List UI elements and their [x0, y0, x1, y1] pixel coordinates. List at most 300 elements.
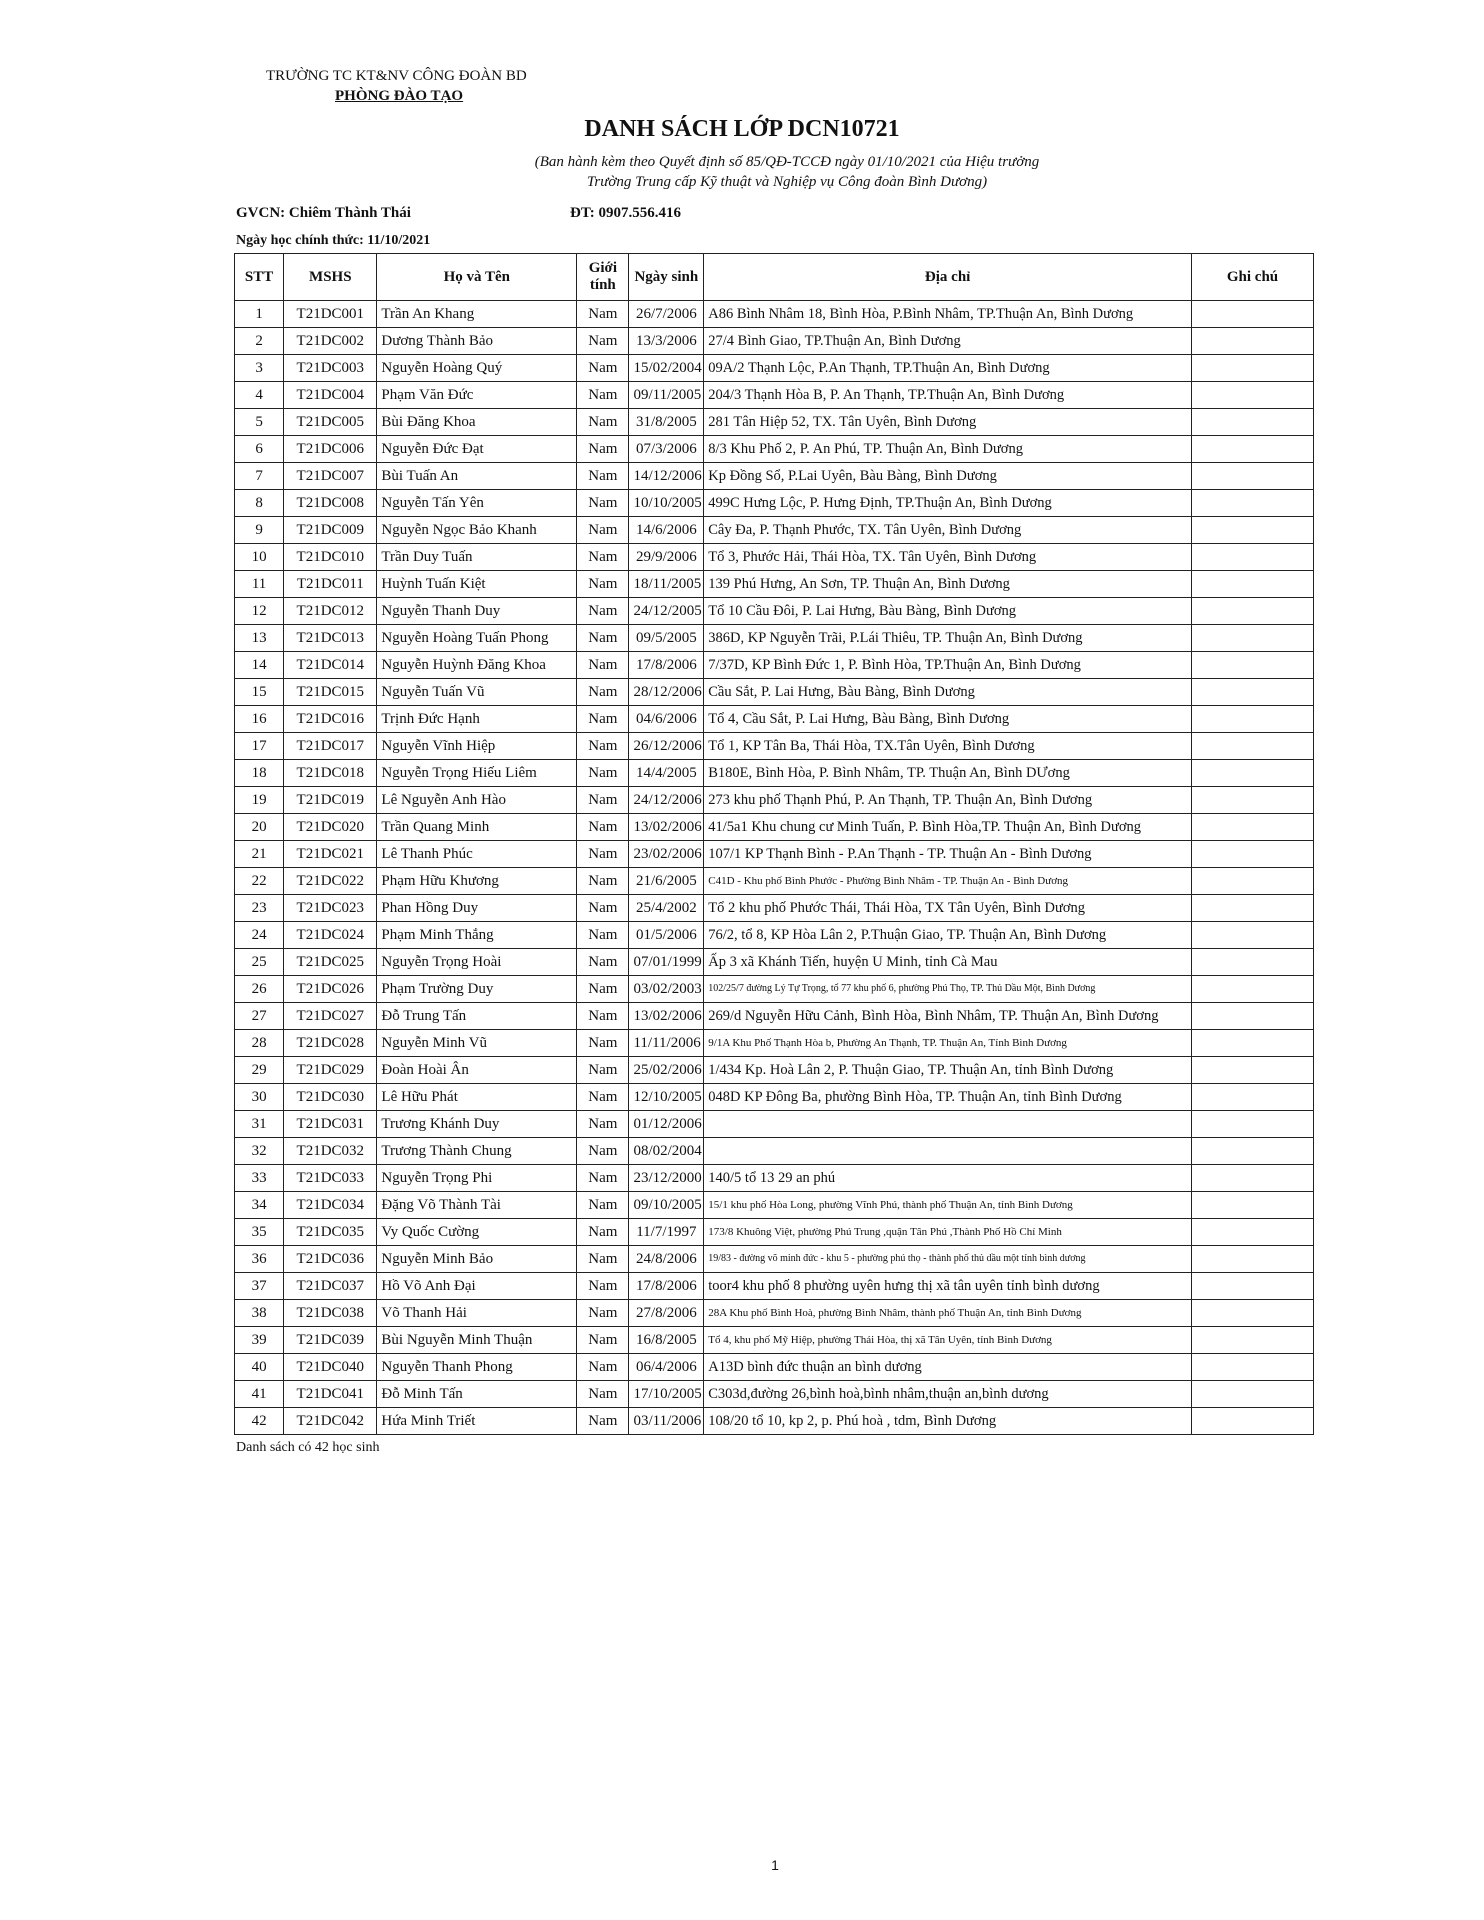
cell-stt: 27	[235, 1003, 284, 1030]
cell-name: Nguyễn Hoàng Tuấn Phong	[377, 625, 577, 652]
cell-gender: Nam	[577, 976, 629, 1003]
table-row	[235, 949, 1314, 976]
table-row	[235, 787, 1314, 814]
table-row	[235, 760, 1314, 787]
cell-stt: 12	[235, 598, 284, 625]
table-row	[235, 1003, 1314, 1030]
cell-dob: 14/6/2006	[629, 517, 704, 544]
cell-notes	[1192, 463, 1314, 490]
cell-notes	[1192, 1354, 1314, 1381]
cell-stt: 11	[235, 571, 284, 598]
cell-notes	[1192, 895, 1314, 922]
table-row	[235, 868, 1314, 895]
cell-stt: 2	[235, 328, 284, 355]
table-row	[235, 706, 1314, 733]
table-row	[235, 571, 1314, 598]
cell-mshs: T21DC030	[284, 1084, 377, 1111]
cell-dob: 18/11/2005	[629, 571, 704, 598]
cell-address: 139 Phú Hưng, An Sơn, TP. Thuận An, Bình Dương	[704, 571, 1192, 598]
cell-gender: Nam	[577, 1165, 629, 1192]
table-row	[235, 490, 1314, 517]
cell-name: Trần An Khang	[377, 301, 577, 328]
table-row	[235, 328, 1314, 355]
cell-notes	[1192, 301, 1314, 328]
cell-name: Nguyễn Trọng Phi	[377, 1165, 577, 1192]
table-row	[235, 652, 1314, 679]
cell-address: A13D bình đức thuận an bình dương	[704, 1354, 1192, 1381]
cell-gender: Nam	[577, 922, 629, 949]
cell-stt: 14	[235, 652, 284, 679]
cell-notes	[1192, 1300, 1314, 1327]
table-row	[235, 976, 1314, 1003]
table-row	[235, 1192, 1314, 1219]
cell-gender: Nam	[577, 409, 629, 436]
table-row	[235, 1084, 1314, 1111]
cell-stt: 29	[235, 1057, 284, 1084]
cell-stt: 26	[235, 976, 284, 1003]
cell-dob: 27/8/2006	[629, 1300, 704, 1327]
cell-dob: 26/7/2006	[629, 301, 704, 328]
column-header-name: Họ và Tên	[377, 254, 577, 301]
cell-address: 499C Hưng Lộc, P. Hưng Định, TP.Thuận An, Bình Dương	[704, 490, 1192, 517]
cell-mshs: T21DC013	[284, 625, 377, 652]
cell-address: 269/d Nguyễn Hữu Cảnh, Bình Hòa, Bình Nhâm, TP. Thuận An, Bình Dương	[704, 1003, 1192, 1030]
cell-dob: 21/6/2005	[629, 868, 704, 895]
column-header-address: Địa chỉ	[704, 254, 1192, 301]
cell-mshs: T21DC005	[284, 409, 377, 436]
cell-stt: 19	[235, 787, 284, 814]
cell-mshs: T21DC029	[284, 1057, 377, 1084]
cell-name: Phạm Trường Duy	[377, 976, 577, 1003]
cell-dob: 17/8/2006	[629, 1273, 704, 1300]
school-name: TRƯỜNG TC KT&NV CÔNG ĐOÀN BD	[266, 68, 527, 84]
cell-name: Nguyễn Thanh Duy	[377, 598, 577, 625]
cell-mshs: T21DC016	[284, 706, 377, 733]
cell-notes	[1192, 409, 1314, 436]
cell-name: Nguyễn Minh Vũ	[377, 1030, 577, 1057]
cell-address: Tổ 10 Cầu Đôi, P. Lai Hưng, Bàu Bàng, Bình Dương	[704, 598, 1192, 625]
cell-stt: 28	[235, 1030, 284, 1057]
cell-name: Nguyễn Thanh Phong	[377, 1354, 577, 1381]
cell-dob: 09/5/2005	[629, 625, 704, 652]
cell-name: Nguyễn Vĩnh Hiệp	[377, 733, 577, 760]
table-row	[235, 841, 1314, 868]
cell-gender: Nam	[577, 814, 629, 841]
cell-dob: 23/02/2006	[629, 841, 704, 868]
cell-dob: 01/5/2006	[629, 922, 704, 949]
cell-address: Tổ 2 khu phố Phước Thái, Thái Hòa, TX Tân Uyên, Bình Dương	[704, 895, 1192, 922]
cell-stt: 30	[235, 1084, 284, 1111]
cell-gender: Nam	[577, 1084, 629, 1111]
cell-notes	[1192, 1003, 1314, 1030]
cell-name: Lê Nguyễn Anh Hào	[377, 787, 577, 814]
cell-gender: Nam	[577, 1111, 629, 1138]
cell-dob: 04/6/2006	[629, 706, 704, 733]
cell-dob: 14/12/2006	[629, 463, 704, 490]
cell-notes	[1192, 1246, 1314, 1273]
cell-gender: Nam	[577, 1327, 629, 1354]
cell-name: Đỗ Trung Tấn	[377, 1003, 577, 1030]
cell-address: 281 Tân Hiệp 52, TX. Tân Uyên, Bình Dương	[704, 409, 1192, 436]
cell-gender: Nam	[577, 1057, 629, 1084]
cell-dob: 03/02/2003	[629, 976, 704, 1003]
cell-stt: 10	[235, 544, 284, 571]
cell-stt: 42	[235, 1408, 284, 1435]
cell-name: Hồ Võ Anh Đại	[377, 1273, 577, 1300]
cell-address: 273 khu phố Thạnh Phú, P. An Thạnh, TP. Thuận An, Bình Dương	[704, 787, 1192, 814]
cell-name: Bùi Tuấn An	[377, 463, 577, 490]
cell-notes	[1192, 1192, 1314, 1219]
cell-gender: Nam	[577, 598, 629, 625]
table-row	[235, 1246, 1314, 1273]
cell-gender: Nam	[577, 1273, 629, 1300]
cell-address: 108/20 tổ 10, kp 2, p. Phú hoà , tdm, Bình Dương	[704, 1408, 1192, 1435]
cell-mshs: T21DC023	[284, 895, 377, 922]
column-header-stt: STT	[235, 254, 284, 301]
cell-mshs: T21DC036	[284, 1246, 377, 1273]
cell-gender: Nam	[577, 1246, 629, 1273]
cell-stt: 9	[235, 517, 284, 544]
cell-gender: Nam	[577, 706, 629, 733]
table-row	[235, 301, 1314, 328]
table-row	[235, 1138, 1314, 1165]
cell-dob: 14/4/2005	[629, 760, 704, 787]
cell-dob: 09/10/2005	[629, 1192, 704, 1219]
homeroom-teacher: GVCN: Chiêm Thành Thái	[236, 205, 411, 221]
cell-notes	[1192, 1165, 1314, 1192]
cell-gender: Nam	[577, 1300, 629, 1327]
document-subtitle-line1: (Ban hành kèm theo Quyết định số 85/QĐ-TCCĐ ngày 01/10/2021 của Hiệu trưởng	[534, 154, 1040, 170]
cell-notes	[1192, 436, 1314, 463]
cell-notes	[1192, 1030, 1314, 1057]
cell-dob: 11/7/1997	[629, 1219, 704, 1246]
cell-mshs: T21DC014	[284, 652, 377, 679]
student-count-note: Danh sách có 42 học sinh	[236, 1440, 380, 1455]
cell-notes	[1192, 1138, 1314, 1165]
column-header-mshs: MSHS	[284, 254, 377, 301]
cell-address: 140/5 tổ 13 29 an phú	[704, 1165, 1192, 1192]
cell-mshs: T21DC024	[284, 922, 377, 949]
cell-name: Phạm Văn Đức	[377, 382, 577, 409]
table-row	[235, 355, 1314, 382]
cell-notes	[1192, 841, 1314, 868]
document-subtitle-line2: Trường Trung cấp Kỹ thuật và Nghiệp vụ Công đoàn Bình Dương)	[586, 174, 988, 190]
cell-mshs: T21DC002	[284, 328, 377, 355]
cell-gender: Nam	[577, 571, 629, 598]
cell-stt: 6	[235, 436, 284, 463]
cell-gender: Nam	[577, 949, 629, 976]
cell-dob: 13/02/2006	[629, 814, 704, 841]
cell-mshs: T21DC028	[284, 1030, 377, 1057]
cell-name: Huỳnh Tuấn Kiệt	[377, 571, 577, 598]
cell-name: Đặng Võ Thành Tài	[377, 1192, 577, 1219]
cell-dob: 24/8/2006	[629, 1246, 704, 1273]
cell-name: Đỗ Minh Tấn	[377, 1381, 577, 1408]
cell-stt: 15	[235, 679, 284, 706]
cell-address: C41D - Khu phố Bình Phước - Phường Bình Nhâm - TP. Thuận An - Bình Dương	[704, 868, 1192, 895]
column-header-gender: Giới tính	[577, 254, 629, 301]
cell-mshs: T21DC009	[284, 517, 377, 544]
table-row	[235, 625, 1314, 652]
table-row	[235, 463, 1314, 490]
cell-stt: 7	[235, 463, 284, 490]
cell-mshs: T21DC037	[284, 1273, 377, 1300]
page-number: 1	[771, 1857, 779, 1873]
cell-notes	[1192, 1219, 1314, 1246]
cell-dob: 25/4/2002	[629, 895, 704, 922]
table-row	[235, 436, 1314, 463]
cell-gender: Nam	[577, 490, 629, 517]
cell-stt: 33	[235, 1165, 284, 1192]
cell-address: B180E, Bình Hòa, P. Bình Nhâm, TP. Thuận An, Bình DƯơng	[704, 760, 1192, 787]
table-row	[235, 733, 1314, 760]
cell-gender: Nam	[577, 517, 629, 544]
cell-mshs: T21DC015	[284, 679, 377, 706]
cell-mshs: T21DC025	[284, 949, 377, 976]
cell-stt: 37	[235, 1273, 284, 1300]
cell-mshs: T21DC017	[284, 733, 377, 760]
cell-name: Nguyễn Hoàng Quý	[377, 355, 577, 382]
cell-notes	[1192, 544, 1314, 571]
cell-dob: 06/4/2006	[629, 1354, 704, 1381]
table-row	[235, 1111, 1314, 1138]
cell-dob: 11/11/2006	[629, 1030, 704, 1057]
cell-notes	[1192, 652, 1314, 679]
cell-notes	[1192, 976, 1314, 1003]
cell-name: Trịnh Đức Hạnh	[377, 706, 577, 733]
cell-gender: Nam	[577, 787, 629, 814]
cell-gender: Nam	[577, 1192, 629, 1219]
cell-name: Nguyễn Ngọc Bảo Khanh	[377, 517, 577, 544]
cell-name: Phạm Hữu Khương	[377, 868, 577, 895]
cell-notes	[1192, 1273, 1314, 1300]
cell-mshs: T21DC020	[284, 814, 377, 841]
cell-notes	[1192, 1381, 1314, 1408]
cell-stt: 36	[235, 1246, 284, 1273]
cell-gender: Nam	[577, 382, 629, 409]
cell-gender: Nam	[577, 1354, 629, 1381]
cell-name: Nguyễn Minh Bảo	[377, 1246, 577, 1273]
cell-notes	[1192, 1408, 1314, 1435]
cell-notes	[1192, 679, 1314, 706]
cell-mshs: T21DC008	[284, 490, 377, 517]
cell-notes	[1192, 382, 1314, 409]
cell-address: Tổ 4, khu phố Mỹ Hiệp, phường Thái Hòa, thị xã Tân Uyên, tỉnh Bình Dương	[704, 1327, 1192, 1354]
cell-dob: 08/02/2004	[629, 1138, 704, 1165]
cell-address: 8/3 Khu Phố 2, P. An Phú, TP. Thuận An, Bình Dương	[704, 436, 1192, 463]
cell-gender: Nam	[577, 355, 629, 382]
cell-address: 102/25/7 đường Lý Tự Trọng, tổ 77 khu phố 6, phường Phú Thọ, TP. Thủ Dầu Một, Bình Dương	[704, 976, 1192, 1003]
cell-address: 15/1 khu phố Hòa Long, phường Vĩnh Phú, thành phố Thuận An, tỉnh Bình Dương	[704, 1192, 1192, 1219]
cell-address: 204/3 Thạnh Hòa B, P. An Thạnh, TP.Thuận An, Bình Dương	[704, 382, 1192, 409]
cell-stt: 34	[235, 1192, 284, 1219]
cell-address: 28A Khu phố Bình Hoà, phường Bình Nhâm, thành phố Thuận An, tỉnh Bình Dương	[704, 1300, 1192, 1327]
table-row	[235, 544, 1314, 571]
cell-mshs: T21DC027	[284, 1003, 377, 1030]
cell-notes	[1192, 355, 1314, 382]
cell-stt: 40	[235, 1354, 284, 1381]
cell-dob: 24/12/2006	[629, 787, 704, 814]
cell-address: 27/4 Bình Giao, TP.Thuận An, Bình Dương	[704, 328, 1192, 355]
cell-stt: 18	[235, 760, 284, 787]
cell-dob: 09/11/2005	[629, 382, 704, 409]
cell-address: Tổ 1, KP Tân Ba, Thái Hòa, TX.Tân Uyên, Bình Dương	[704, 733, 1192, 760]
cell-name: Nguyễn Đức Đạt	[377, 436, 577, 463]
cell-dob: 17/10/2005	[629, 1381, 704, 1408]
cell-mshs: T21DC007	[284, 463, 377, 490]
cell-notes	[1192, 625, 1314, 652]
cell-address: 41/5a1 Khu chung cư Minh Tuấn, P. Bình Hòa,TP. Thuận An, Bình Dương	[704, 814, 1192, 841]
cell-notes	[1192, 490, 1314, 517]
cell-mshs: T21DC039	[284, 1327, 377, 1354]
cell-notes	[1192, 328, 1314, 355]
cell-address	[704, 1138, 1192, 1165]
cell-gender: Nam	[577, 1030, 629, 1057]
cell-notes	[1192, 922, 1314, 949]
cell-gender: Nam	[577, 1003, 629, 1030]
table-row	[235, 814, 1314, 841]
cell-notes	[1192, 760, 1314, 787]
cell-stt: 35	[235, 1219, 284, 1246]
cell-address: 107/1 KP Thạnh Bình - P.An Thạnh - TP. Thuận An - Bình Dương	[704, 841, 1192, 868]
cell-notes	[1192, 733, 1314, 760]
cell-notes	[1192, 1057, 1314, 1084]
cell-name: Nguyễn Tuấn Vũ	[377, 679, 577, 706]
cell-stt: 21	[235, 841, 284, 868]
cell-gender: Nam	[577, 436, 629, 463]
column-header-dob: Ngày sinh	[629, 254, 704, 301]
cell-dob: 23/12/2000	[629, 1165, 704, 1192]
cell-stt: 31	[235, 1111, 284, 1138]
cell-dob: 31/8/2005	[629, 409, 704, 436]
cell-mshs: T21DC010	[284, 544, 377, 571]
cell-dob: 10/10/2005	[629, 490, 704, 517]
table-row	[235, 517, 1314, 544]
column-header-notes: Ghi chú	[1192, 254, 1314, 301]
cell-name: Trương Khánh Duy	[377, 1111, 577, 1138]
table-row	[235, 1273, 1314, 1300]
cell-address: Kp Đồng Sổ, P.Lai Uyên, Bàu Bàng, Bình Dương	[704, 463, 1192, 490]
table-row	[235, 1030, 1314, 1057]
table-row	[235, 1381, 1314, 1408]
table-row	[235, 1408, 1314, 1435]
cell-address: A86 Bình Nhâm 18, Bình Hòa, P.Bình Nhâm, TP.Thuận An, Bình Dương	[704, 301, 1192, 328]
cell-name: Lê Hữu Phát	[377, 1084, 577, 1111]
cell-gender: Nam	[577, 760, 629, 787]
table-row	[235, 922, 1314, 949]
cell-stt: 25	[235, 949, 284, 976]
cell-address: 19/83 - đường võ minh đức - khu 5 - phường phú thọ - thành phố thủ dầu một tỉnh bình dương	[704, 1246, 1192, 1273]
cell-stt: 1	[235, 301, 284, 328]
cell-notes	[1192, 868, 1314, 895]
cell-stt: 38	[235, 1300, 284, 1327]
cell-mshs: T21DC042	[284, 1408, 377, 1435]
cell-mshs: T21DC019	[284, 787, 377, 814]
teacher-phone: ĐT: 0907.556.416	[570, 205, 681, 221]
table-row	[235, 679, 1314, 706]
cell-dob: 13/3/2006	[629, 328, 704, 355]
cell-gender: Nam	[577, 895, 629, 922]
cell-dob: 13/02/2006	[629, 1003, 704, 1030]
cell-mshs: T21DC032	[284, 1138, 377, 1165]
cell-address: Ấp 3 xã Khánh Tiến, huyện U Minh, tỉnh Cà Mau	[704, 949, 1192, 976]
cell-mshs: T21DC021	[284, 841, 377, 868]
cell-notes	[1192, 571, 1314, 598]
cell-mshs: T21DC041	[284, 1381, 377, 1408]
table-row	[235, 382, 1314, 409]
cell-address: Cây Đa, P. Thạnh Phước, TX. Tân Uyên, Bình Dương	[704, 517, 1192, 544]
cell-dob: 01/12/2006	[629, 1111, 704, 1138]
cell-name: Phạm Minh Thắng	[377, 922, 577, 949]
table-header-row	[235, 254, 1314, 301]
cell-gender: Nam	[577, 544, 629, 571]
cell-gender: Nam	[577, 733, 629, 760]
cell-address: 09A/2 Thạnh Lộc, P.An Thạnh, TP.Thuận An, Bình Dương	[704, 355, 1192, 382]
cell-mshs: T21DC022	[284, 868, 377, 895]
official-start-date: Ngày học chính thức: 11/10/2021	[236, 233, 431, 248]
cell-name: Bùi Đăng Khoa	[377, 409, 577, 436]
cell-name: Lê Thanh Phúc	[377, 841, 577, 868]
cell-mshs: T21DC018	[284, 760, 377, 787]
cell-dob: 07/01/1999	[629, 949, 704, 976]
cell-name: Nguyễn Trọng Hoài	[377, 949, 577, 976]
cell-mshs: T21DC003	[284, 355, 377, 382]
cell-mshs: T21DC026	[284, 976, 377, 1003]
cell-gender: Nam	[577, 652, 629, 679]
cell-name: Phan Hồng Duy	[377, 895, 577, 922]
cell-address: 048D KP Đông Ba, phường Bình Hòa, TP. Thuận An, tỉnh Bình Dương	[704, 1084, 1192, 1111]
cell-name: Đoàn Hoài Ân	[377, 1057, 577, 1084]
student-roster-table	[234, 253, 1314, 1435]
cell-address: 386D, KP Nguyễn Trãi, P.Lái Thiêu, TP. Thuận An, Bình Dương	[704, 625, 1192, 652]
cell-notes	[1192, 814, 1314, 841]
cell-mshs: T21DC038	[284, 1300, 377, 1327]
table-row	[235, 1219, 1314, 1246]
cell-name: Trần Duy Tuấn	[377, 544, 577, 571]
cell-dob: 29/9/2006	[629, 544, 704, 571]
cell-dob: 24/12/2005	[629, 598, 704, 625]
cell-notes	[1192, 598, 1314, 625]
cell-stt: 23	[235, 895, 284, 922]
cell-mshs: T21DC035	[284, 1219, 377, 1246]
table-row	[235, 1354, 1314, 1381]
cell-address: Tổ 4, Cầu Sắt, P. Lai Hưng, Bàu Bàng, Bình Dương	[704, 706, 1192, 733]
cell-name: Hứa Minh Triết	[377, 1408, 577, 1435]
cell-gender: Nam	[577, 841, 629, 868]
cell-name: Võ Thanh Hải	[377, 1300, 577, 1327]
cell-stt: 3	[235, 355, 284, 382]
cell-stt: 5	[235, 409, 284, 436]
cell-stt: 16	[235, 706, 284, 733]
table-row	[235, 1327, 1314, 1354]
cell-stt: 17	[235, 733, 284, 760]
cell-gender: Nam	[577, 625, 629, 652]
cell-dob: 12/10/2005	[629, 1084, 704, 1111]
cell-mshs: T21DC001	[284, 301, 377, 328]
table-row	[235, 1057, 1314, 1084]
cell-name: Dương Thành Bảo	[377, 328, 577, 355]
cell-mshs: T21DC034	[284, 1192, 377, 1219]
cell-mshs: T21DC011	[284, 571, 377, 598]
cell-address: C303d,đường 26,bình hoà,bình nhâm,thuận an,bình dương	[704, 1381, 1192, 1408]
cell-address: Tổ 3, Phước Hải, Thái Hòa, TX. Tân Uyên, Bình Dương	[704, 544, 1192, 571]
cell-mshs: T21DC031	[284, 1111, 377, 1138]
cell-gender: Nam	[577, 463, 629, 490]
cell-address: 173/8 Khuông Việt, phường Phú Trung ,quận Tân Phú ,Thành Phố Hồ Chí Minh	[704, 1219, 1192, 1246]
cell-mshs: T21DC040	[284, 1354, 377, 1381]
cell-stt: 32	[235, 1138, 284, 1165]
cell-gender: Nam	[577, 868, 629, 895]
